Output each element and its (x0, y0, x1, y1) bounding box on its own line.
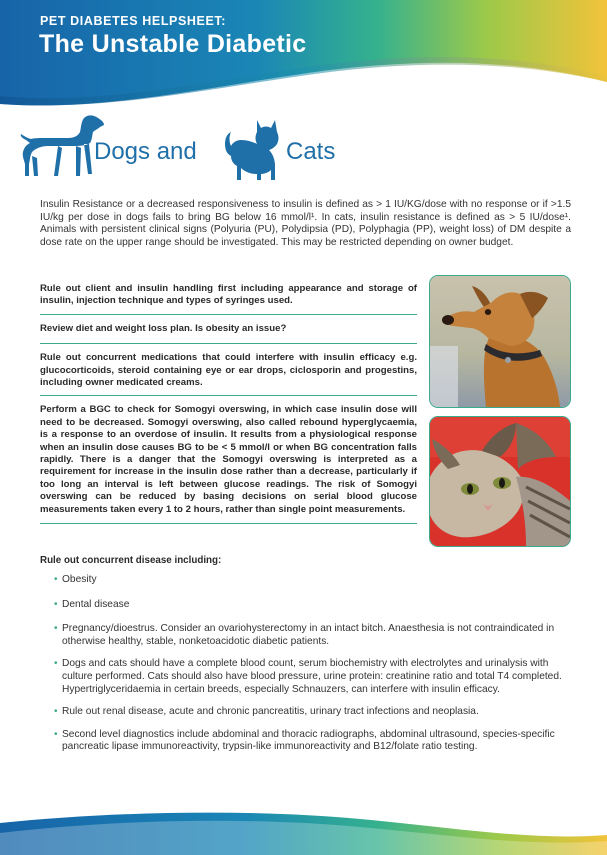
cat-photo (429, 416, 571, 547)
bullet-icon: • (54, 728, 58, 740)
footer-wave-band (0, 793, 607, 855)
divider (40, 523, 417, 524)
bullet-icon: • (54, 598, 58, 610)
animals-heading (18, 112, 358, 184)
list-item-text: Second level diagnostics include abdominal and thoracic radiographs, abdominal ultrasound, species-specific pancreatic lipase immunoreactivity, trypsin-like immunoreactivity and B12/folate ratio testing. (62, 728, 555, 753)
checklist-item-diet: Review diet and weight loss plan. Is obesity an issue? (40, 322, 287, 334)
divider (40, 395, 417, 396)
list-item-text: Pregnancy/dioestrus. Consider an ovariohysterectomy in an intact bitch. Anaesthesia is not contraindicated in otherwise healthy, stable, nonketoacidotic diabetic patients. (62, 623, 555, 647)
concurrent-disease-heading: Rule out concurrent disease including: (40, 555, 222, 566)
helpsheet-eyebrow: PET DIABETES HELPSHEET: (40, 14, 227, 28)
cats-label: Cats (286, 138, 336, 165)
list-item (40, 706, 570, 719)
concurrent-disease-section (40, 555, 570, 754)
list-item (40, 658, 570, 696)
bullet-icon: • (54, 706, 58, 718)
bullet-icon: • (54, 658, 58, 670)
dog-silhouette-icon (18, 112, 106, 180)
bullet-icon: • (54, 574, 58, 585)
checklist-item-somogyi: Perform a BGC to check for Somogyi overswing, in which case insulin dose will need to be decreased. Somogyi overswing, also called rebound hyperglycaemia, is a response to an overdose of insulin. It results from a physiological response when an insulin dose causes BG to be < 5 mmol/l or when BG concentration falls rapidly. There is a danger that the Somogyi overswing is interpreted as a requirement for increase in the insulin dose rather than a decrease, particularly if too long an interval is left between glucose readings. The risk of Somogyi overswing can be reduced by basing decisions on serial blood glucose measurements taken every 1 to 2 hours, rather than single point measurements. (40, 404, 417, 515)
list-item (40, 599, 570, 612)
intro-paragraph: Insulin Resistance or a decreased responsiveness to insulin is defined as > 1 IU/KG/dose with no response or if >1.5 IU/kg per dose in dogs fails to bring BG below 16 mmol/l¹. In cats, insulin resistance is defined as > 5 IU/dose¹. Animals with persistent clinical signs (Polyuria (PU), Polydipsia (PD), Polyphagia (PP), weight loss) of DM despite a dose rate on the upper range should be investigated. This may be restricted depending on owner budget. (40, 199, 571, 249)
checklist (40, 283, 417, 524)
bullet-icon: • (54, 623, 58, 635)
cat-silhouette-icon (221, 116, 285, 182)
list-item-text: Rule out renal disease, acute and chronic pancreatitis, urinary tract infections and neoplasia. (62, 706, 479, 718)
dog-photo (429, 275, 571, 408)
dogs-and-label: Dogs and (94, 138, 197, 165)
divider (40, 343, 417, 344)
list-item (40, 574, 570, 587)
list-item (40, 623, 570, 648)
list-item (40, 729, 570, 754)
list-item-text: Obesity (62, 574, 97, 585)
list-item-text: Dogs and cats should have a complete blood count, serum biochemistry with electrolytes and urinalysis with culture performed. Cats should also have blood pressure, urine protein: creatinine ratio and total T4 completed. Hypertriglyceridaemia in certain breeds, especially Schnauzers, can interfere with insulin efficacy. (62, 658, 562, 695)
disease-list (40, 574, 570, 754)
checklist-item-handling: Rule out client and insulin handling first including appearance and storage of insulin, injection technique and types of syringes used. (40, 283, 417, 307)
list-item-text: Dental disease (62, 598, 130, 610)
page-title: The Unstable Diabetic (39, 30, 307, 58)
divider (40, 314, 417, 315)
checklist-item-medications: Rule out concurrent medications that could interfere with insulin efficacy e.g. glucocorticoids, steroid containing eye or ear drops, ciclosporin and progestins, including owner medicated creams. (40, 352, 417, 389)
